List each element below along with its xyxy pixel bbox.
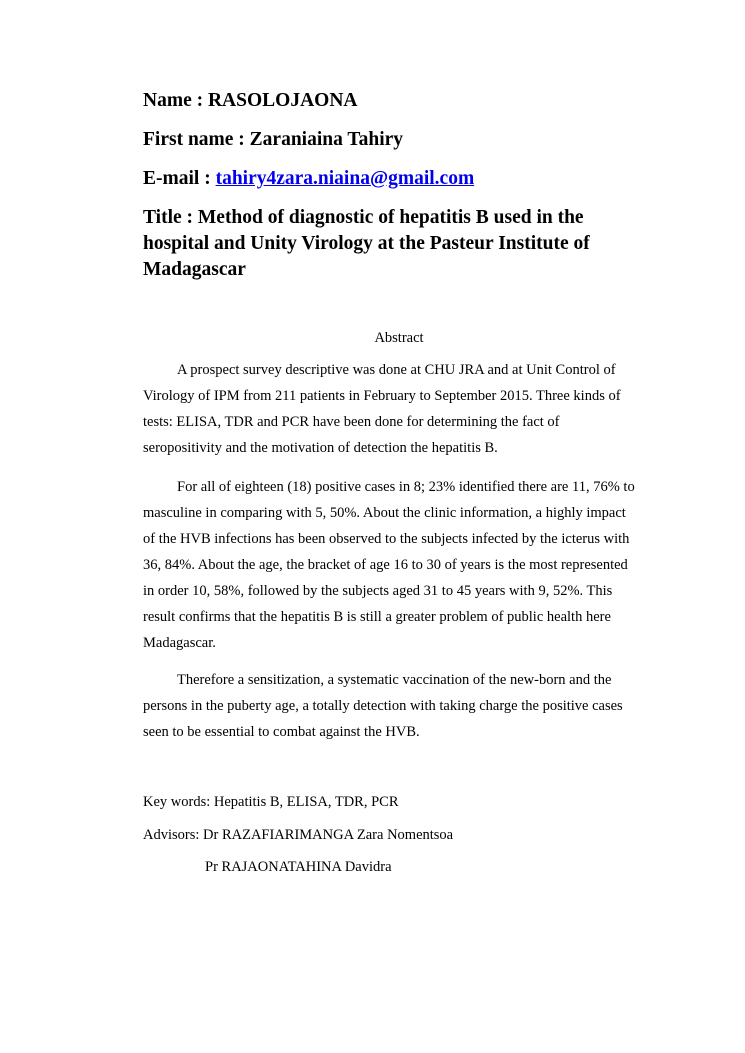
name-line: Name : RASOLOJAONA	[143, 90, 358, 111]
title-line: hospital and Unity Virology at the Pasteur Institute of	[143, 233, 590, 254]
paragraph-line: in order 10, 58%, followed by the subjects aged 31 to 45 years with 9, 52%. This	[143, 583, 613, 599]
advisors-line: Advisors: Dr RAZAFIARIMANGA Zara Nomentsoa	[143, 827, 454, 843]
paragraph-line: Virology of IPM from 211 patients in February to September 2015. Three kinds of	[143, 388, 621, 404]
paragraph-line: seropositivity and the motivation of detection the hepatitis B.	[143, 440, 498, 456]
first-name-line: First name : Zaraniaina Tahiry	[143, 129, 404, 150]
title-line: Title : Method of diagnostic of hepatitis B used in the	[143, 207, 584, 228]
abstract-paragraph-2	[143, 474, 658, 656]
paragraph-line: 36, 84%. About the age, the bracket of age 16 to 30 of years is the most represented	[143, 557, 628, 573]
paragraph-line: seen to be essential to combat against the HVB.	[143, 724, 420, 740]
paragraph-line: result confirms that the hepatitis B is still a greater problem of public health here	[143, 609, 611, 625]
paragraph-line: Madagascar.	[143, 635, 216, 651]
abstract-paragraph-3	[143, 667, 658, 745]
document-title	[143, 205, 653, 283]
email-line	[143, 166, 474, 192]
paragraph-line: tests: ELISA, TDR and PCR have been done for determining the fact of	[143, 414, 560, 430]
paragraph-line: Therefore a sensitization, a systematic vaccination of the new-born and the	[177, 672, 612, 688]
paragraph-line: A prospect survey descriptive was done at CHU JRA and at Unit Control of	[177, 362, 616, 378]
abstract-paragraph-1	[143, 357, 658, 461]
title-line: Madagascar	[143, 259, 246, 280]
paragraph-line: For all of eighteen (18) positive cases in 8; 23% identified there are 11, 76% to	[177, 479, 635, 495]
email-link[interactable]: tahiry4zara.niaina@gmail.com	[215, 168, 475, 189]
advisors-line-2: Pr RAJAONATAHINA Davidra	[205, 859, 392, 875]
paragraph-line: masculine in comparing with 5, 50%. About the clinic information, a highly impact	[143, 505, 626, 521]
email-label: E-mail :	[143, 168, 216, 189]
abstract-heading: Abstract	[374, 330, 424, 346]
keywords-line: Key words: Hepatitis B, ELISA, TDR, PCR	[143, 794, 399, 810]
paragraph-line: persons in the puberty age, a totally detection with taking charge the positive cases	[143, 698, 623, 714]
paragraph-line: of the HVB infections has been observed to the subjects infected by the icterus with	[143, 531, 630, 547]
